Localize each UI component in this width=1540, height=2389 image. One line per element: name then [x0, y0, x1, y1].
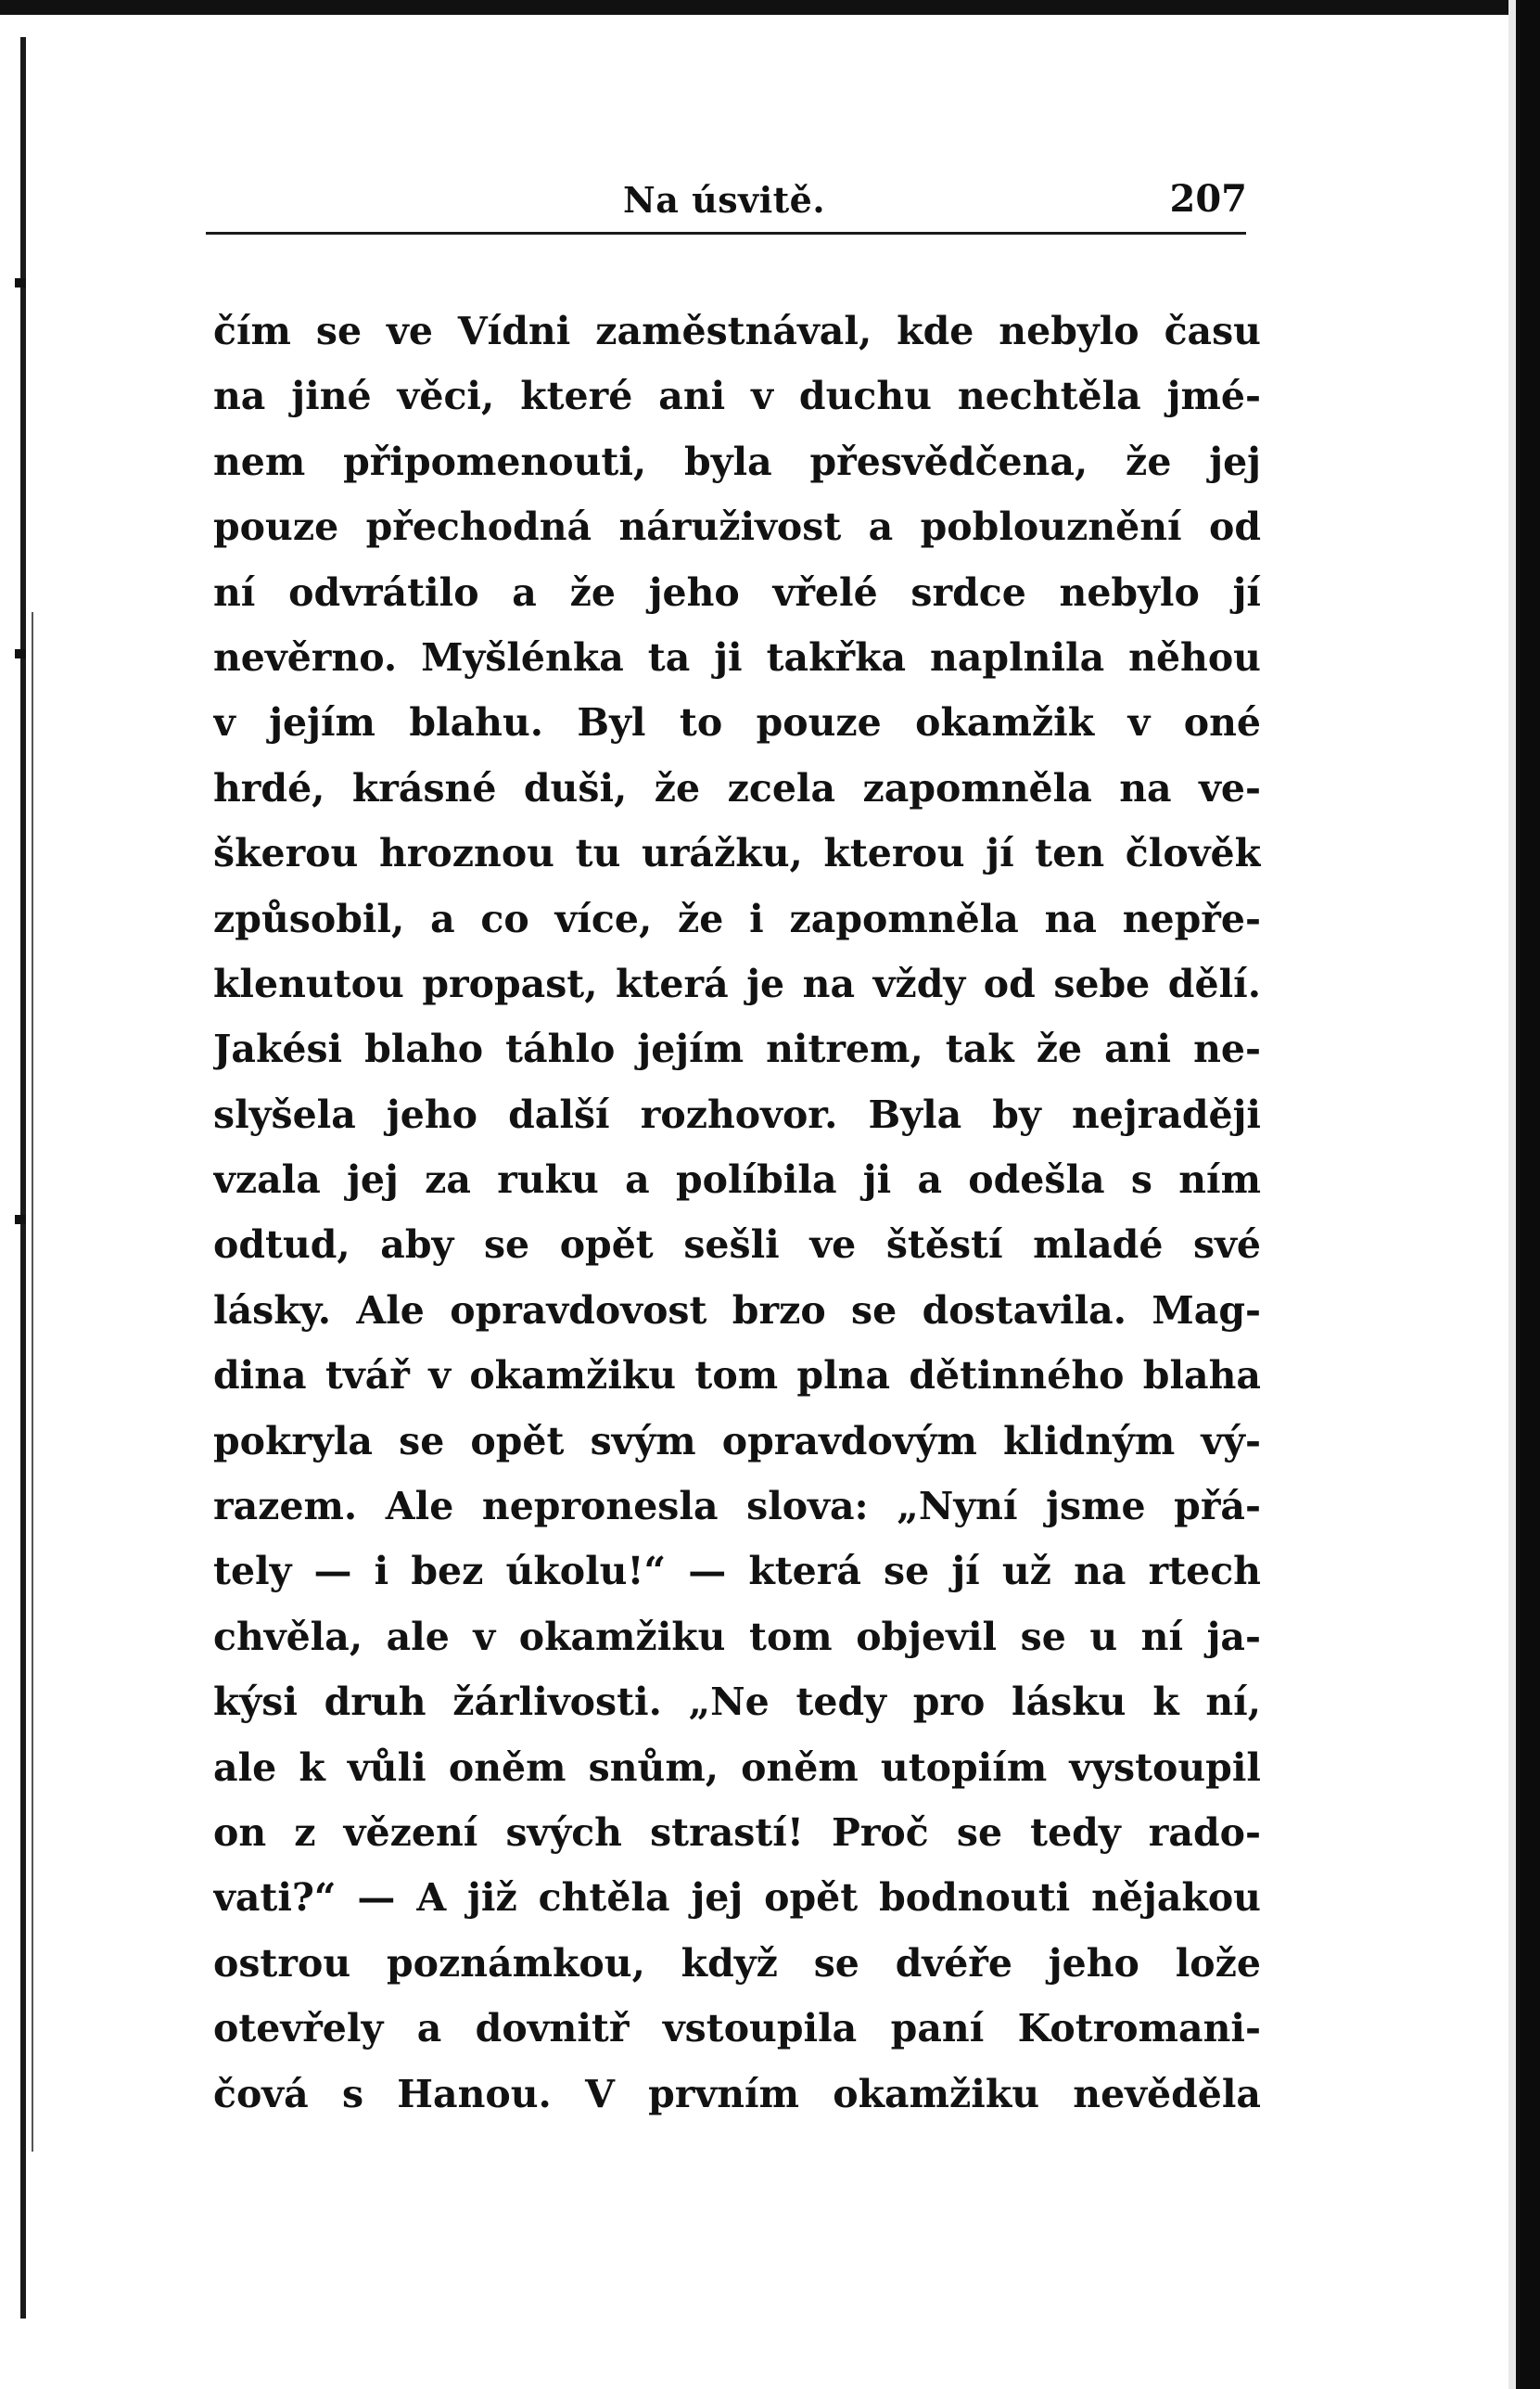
scan-right-border	[1516, 0, 1540, 2389]
text-line: způsobil, a co více, že i zapomněla na nepře-	[213, 896, 1261, 941]
text-line: odtud, aby se opět sešli ve štěstí mladé své	[213, 1222, 1261, 1268]
text-line: pokryla se opět svým opravdovým klidným vý-	[213, 1418, 1261, 1463]
page-number: 207	[1169, 177, 1247, 221]
scan-right-gap	[1508, 0, 1516, 2389]
text-line: razem. Ale nepronesla slova: „Nyní jsme přá-	[213, 1484, 1261, 1529]
body-text	[213, 299, 1261, 2127]
scan-left-inner-edge	[32, 612, 33, 2152]
text-line: dina tvář v okamžiku tom plna dětinného blaha	[213, 1353, 1261, 1399]
text-line: v jejím blahu. Byl to pouze okamžik v oné	[213, 700, 1261, 746]
scan-top-border	[0, 0, 1540, 15]
running-title: Na úsvitě.	[623, 179, 826, 221]
text-line: vzala jej za ruku a políbila ji a odešla s ním	[213, 1157, 1261, 1203]
text-line: Jakési blaho táhlo jejím nitrem, tak že ani ne-	[213, 1027, 1261, 1072]
text-line: otevřely a dovnitř vstoupila paní Kotromani-	[213, 2006, 1261, 2051]
text-line: vati?“ — A již chtěla jej opět bodnouti nějakou	[213, 1875, 1261, 1921]
text-line: škerou hroznou tu urážku, kterou jí ten člověk	[213, 831, 1261, 876]
text-line: nevěrno. Myšlénka ta ji takřka naplnila něhou	[213, 634, 1261, 680]
text-line: klenutou propast, která je na vždy od sebe dělí.	[213, 961, 1261, 1006]
text-line: pouze přechodná náruživost a poblouznění od	[213, 505, 1261, 550]
header-rule	[206, 232, 1246, 235]
text-line: tely — i bez úkolu!“ — která se jí už na rtech	[213, 1549, 1261, 1594]
scan-left-tick	[15, 649, 26, 658]
text-line: čím se ve Vídni zaměstnával, kde nebylo času	[213, 309, 1261, 353]
text-line: on z vězení svých strastí! Proč se tedy rado-	[213, 1809, 1261, 1855]
scan-left-border	[20, 37, 26, 2319]
text-line: kýsi druh žárlivosti. „Ne tedy pro lásku k ní,	[213, 1680, 1261, 1725]
text-line: čová s Hanou. V prvním okamžiku nevěděla	[213, 2071, 1261, 2116]
text-line: ní odvrátilo a že jeho vřelé srdce nebylo jí	[213, 569, 1261, 615]
text-line: chvěla, ale v okamžiku tom objevil se u ní ja-	[213, 1614, 1261, 1659]
text-line: nem připomenouti, byla přesvědčena, že jej	[213, 439, 1261, 484]
text-line: ostrou poznámkou, když se dvéře jeho lože	[213, 1940, 1261, 1986]
text-line: lásky. Ale opravdovost brzo se dostavila. Mag-	[213, 1287, 1261, 1333]
scan-left-tick	[15, 1215, 26, 1224]
text-line: hrdé, krásné duši, že zcela zapomněla na ve-	[213, 765, 1261, 811]
text-line: slyšela jeho další rozhovor. Byla by nejraději	[213, 1092, 1261, 1137]
text-line: na jiné věci, které ani v duchu nechtěla jmé-	[213, 374, 1261, 419]
scan-left-tick	[15, 278, 26, 287]
page-header	[209, 172, 1247, 227]
text-line: ale k vůli oněm snům, oněm utopiím vystoupil	[213, 1744, 1261, 1790]
